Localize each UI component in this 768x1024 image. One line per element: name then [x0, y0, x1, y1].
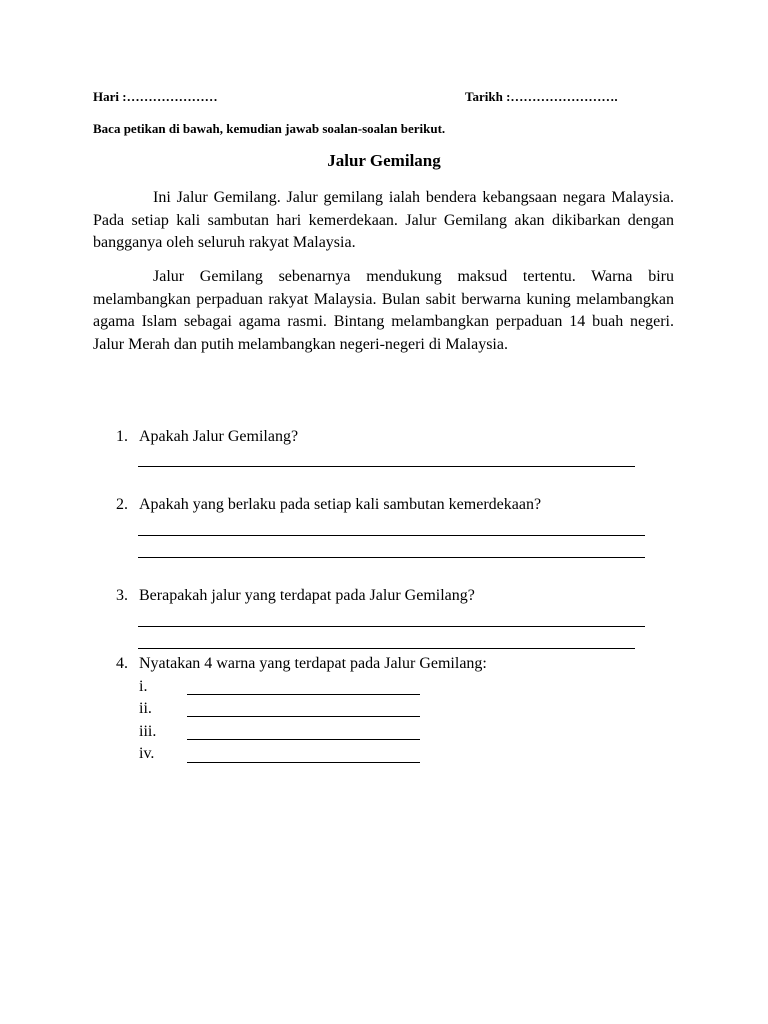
- sub-item-1-answer-line[interactable]: [187, 694, 420, 695]
- passage-title: Jalur Gemilang: [327, 151, 441, 170]
- sub-item-4-answer-line[interactable]: [187, 762, 420, 763]
- question-2-text: Apakah yang berlaku pada setiap kali sambutan kemerdekaan?: [139, 496, 542, 513]
- passage-paragraph-2: Jalur Gemilang sebenarnya mendukung maksud tertentu. Warna biru melambangkan perpaduan rakyat Malaysia. Bulan sabit berwarna kuning melambangkan agama Islam sebagai agama rasmi. Bintang melambangkan perpaduan 14 buah negeri. Jalur Merah dan putih melambangkan negeri-negeri di Malaysia.: [93, 268, 674, 353]
- passage-paragraph-1: Ini Jalur Gemilang. Jalur gemilang ialah bendera kebangsaan negara Malaysia. Pada setiap kali sambutan hari kemerdekaan. Jalur Gemilang akan dikibarkan dengan bangganya oleh seluruh rakyat Malaysia.: [93, 189, 674, 251]
- sub-item-3-label: iii.: [139, 723, 157, 740]
- sub-item-4-label: iv.: [139, 745, 155, 762]
- question-1-text: Apakah Jalur Gemilang?: [139, 428, 299, 445]
- question-2-answer-line-1[interactable]: [138, 535, 645, 536]
- hari-field: Hari :…………………: [93, 89, 218, 104]
- question-1-answer-line[interactable]: [138, 466, 635, 467]
- question-3-answer-line-1[interactable]: [138, 626, 645, 627]
- sub-item-2-label: ii.: [139, 700, 152, 717]
- question-2-answer-line-2[interactable]: [138, 557, 645, 558]
- question-3-text: Berapakah jalur yang terdapat pada Jalur Gemilang?: [139, 587, 475, 604]
- question-3-answer-line-2[interactable]: [138, 648, 635, 649]
- instruction-text: Baca petikan di bawah, kemudian jawab soalan-soalan berikut.: [93, 121, 446, 136]
- question-1-number: 1.: [116, 428, 128, 445]
- question-4-text: Nyatakan 4 warna yang terdapat pada Jalur Gemilang:: [139, 655, 487, 672]
- sub-item-3-answer-line[interactable]: [187, 739, 420, 740]
- question-4-number: 4.: [116, 655, 128, 672]
- question-2-number: 2.: [116, 496, 128, 513]
- sub-item-2-answer-line[interactable]: [187, 716, 420, 717]
- tarikh-field: Tarikh :…………………….: [465, 89, 618, 104]
- question-3-number: 3.: [116, 587, 128, 604]
- sub-item-1-label: i.: [139, 678, 148, 695]
